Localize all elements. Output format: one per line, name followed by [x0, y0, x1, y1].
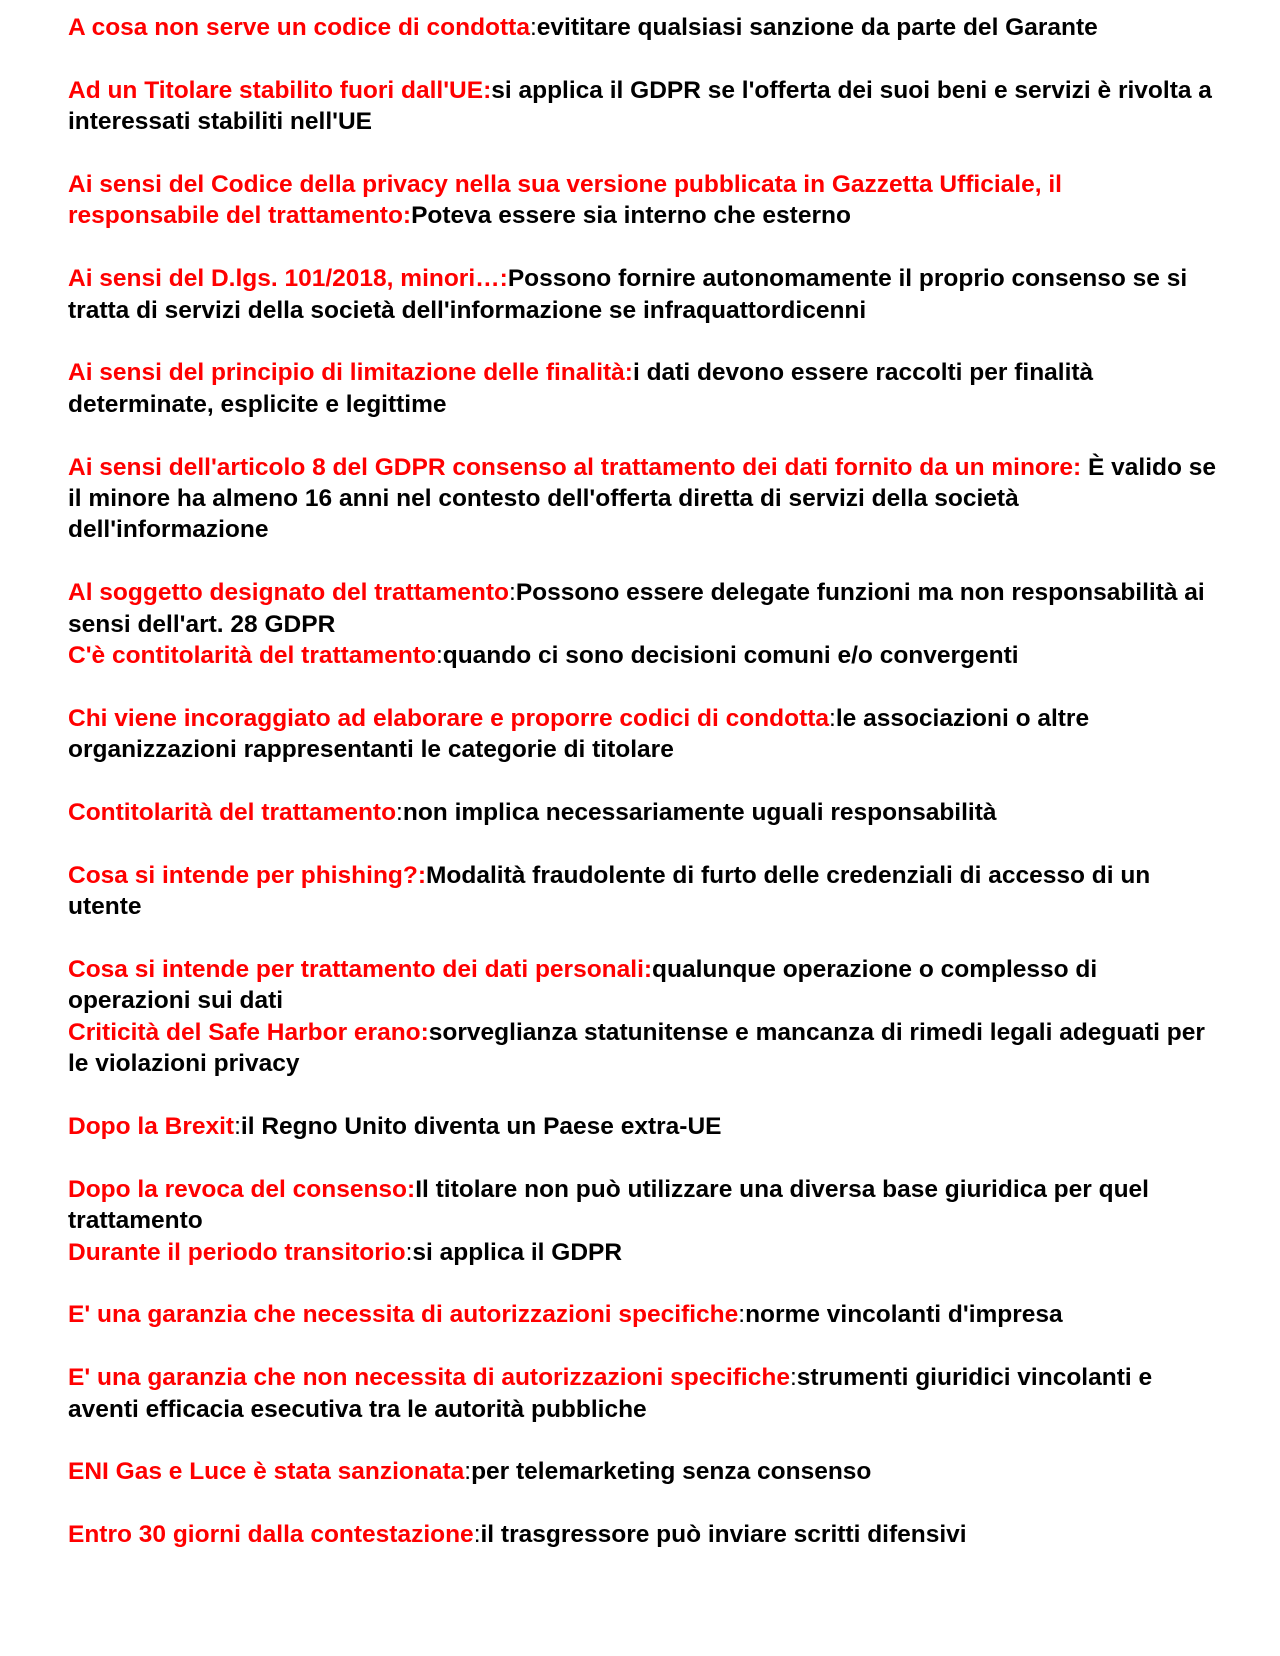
separator: :: [789, 1364, 797, 1392]
answer-text: Poteva essere sia interno che esterno: [411, 202, 851, 230]
qa-entry: [68, 169, 1218, 232]
qa-entry: [68, 357, 1218, 420]
separator: :: [509, 579, 516, 607]
separator: :: [738, 1301, 746, 1329]
answer-text: sorveglianza statunitense e mancanza di rimedi legali adeguati per le violazioni privacy: [68, 1018, 1205, 1078]
question-text: Ai sensi del Codice della privacy nella sua versione pubblicata in Gazzetta Ufficiale, il responsabile del trattamento:: [68, 171, 1062, 230]
qa-entry: [68, 452, 1218, 546]
answer-text: Possono fornire autonomamente il proprio consenso se si tratta di servizi della società dell'informazione se infraquattordicenni: [68, 265, 1188, 324]
answer-text: per telemarketing senza consenso: [471, 1458, 872, 1486]
question-text: Cosa si intende per trattamento dei dati personali:: [68, 956, 653, 984]
qa-entry: [68, 860, 1218, 923]
question-text: E' una garanzia che necessita di autorizzazioni specifiche: [68, 1301, 739, 1329]
question-text: Durante il periodo transitorio: [68, 1238, 406, 1266]
question-text: Entro 30 giorni dalla contestazione: [68, 1521, 474, 1549]
separator: :: [473, 1521, 481, 1549]
question-text: Ai sensi del principio di limitazione delle finalità:: [68, 359, 633, 387]
separator: :: [435, 642, 443, 670]
answer-text: non implica necessariamente uguali responsabilità: [402, 799, 997, 827]
answer-text: Modalità fraudolente di furto delle credenziali di accesso di un utente: [68, 861, 1151, 921]
qa-entry: [68, 703, 1218, 766]
qa-entry: [68, 1111, 1218, 1142]
separator: :: [396, 799, 403, 827]
question-text: Al soggetto designato del trattamento: [68, 579, 510, 607]
answer-text: qualunque operazione o complesso di operazioni sui dati: [68, 956, 1098, 1015]
qa-entry: [68, 1362, 1218, 1425]
qa-entry: [68, 954, 1218, 1017]
qa-entry: [68, 12, 1218, 43]
qa-entry: [68, 1017, 1218, 1080]
question-text: Criticità del Safe Harbor erano:: [68, 1018, 429, 1046]
answer-text: Possono essere delegate funzioni ma non responsabilità ai sensi dell'art. 28 GDPR: [68, 579, 1205, 638]
answer-text: il Regno Unito diventa un Paese extra-UE: [240, 1113, 722, 1141]
qa-entry: [68, 797, 1218, 828]
qa-entry: [68, 1519, 1218, 1550]
question-text: ENI Gas e Luce è stata sanzionata: [68, 1458, 465, 1486]
answer-text: si applica il GDPR: [412, 1238, 623, 1266]
question-text: Ai sensi del D.lgs. 101/2018, minori…:: [68, 265, 508, 293]
question-text: Ad un Titolare stabilito fuori dall'UE:: [68, 76, 492, 104]
answer-text: evititare qualsiasi sanzione da parte del Garante: [536, 14, 1098, 41]
qa-entry: [68, 640, 1218, 671]
qa-entry: [68, 1174, 1218, 1237]
answer-text: si applica il GDPR se l'offerta dei suoi beni e servizi è rivolta a interessati stabiliti nell'UE: [68, 76, 1212, 136]
question-text: E' una garanzia che non necessita di autorizzazioni specifiche: [68, 1364, 790, 1392]
question-text: Dopo la Brexit: [68, 1113, 235, 1141]
separator: :: [829, 704, 836, 732]
answer-text: È valido se il minore ha almeno 16 anni nel contesto dell'offerta diretta di servizi della società dell'informazione: [68, 453, 1217, 544]
question-text: A cosa non serve un codice di condotta: [68, 14, 530, 41]
question-text: Cosa si intende per phishing?:: [68, 861, 427, 889]
qa-entry: [68, 1237, 1218, 1268]
answer-text: quando ci sono decisioni comuni e/o convergenti: [442, 642, 1019, 670]
question-text: Ai sensi dell'articolo 8 del GDPR consenso al trattamento dei dati fornito da un minore:: [68, 453, 1082, 481]
question-text: Chi viene incoraggiato ad elaborare e proporre codici di condotta: [68, 704, 830, 732]
qa-entry: [68, 263, 1218, 326]
separator: :: [405, 1238, 413, 1266]
separator: :: [529, 14, 537, 41]
separator: :: [464, 1458, 472, 1486]
qa-entry: [68, 1299, 1218, 1330]
qa-entry: [68, 577, 1218, 640]
answer-text: strumenti giuridici vincolanti e aventi efficacia esecutiva tra le autorità pubbliche: [68, 1364, 1153, 1423]
answer-text: norme vincolanti d'impresa: [745, 1301, 1063, 1329]
answer-text: il trasgressore può inviare scritti difensivi: [480, 1521, 967, 1549]
question-text: Dopo la revoca del consenso:: [68, 1175, 416, 1203]
answer-text: le associazioni o altre organizzazioni rappresentanti le categorie di titolare: [68, 704, 1090, 764]
document-page: [68, 12, 1218, 1551]
separator: :: [234, 1113, 241, 1141]
qa-entry: [68, 75, 1218, 138]
qa-entry: [68, 1456, 1218, 1487]
answer-text: i dati devono essere raccolti per finalità determinate, esplicite e legittime: [68, 359, 1094, 418]
question-text: Contitolarità del trattamento: [68, 799, 397, 827]
question-text: C'è contitolarità del trattamento: [68, 642, 436, 670]
answer-text: Il titolare non può utilizzare una diversa base giuridica per quel trattamento: [68, 1175, 1149, 1235]
